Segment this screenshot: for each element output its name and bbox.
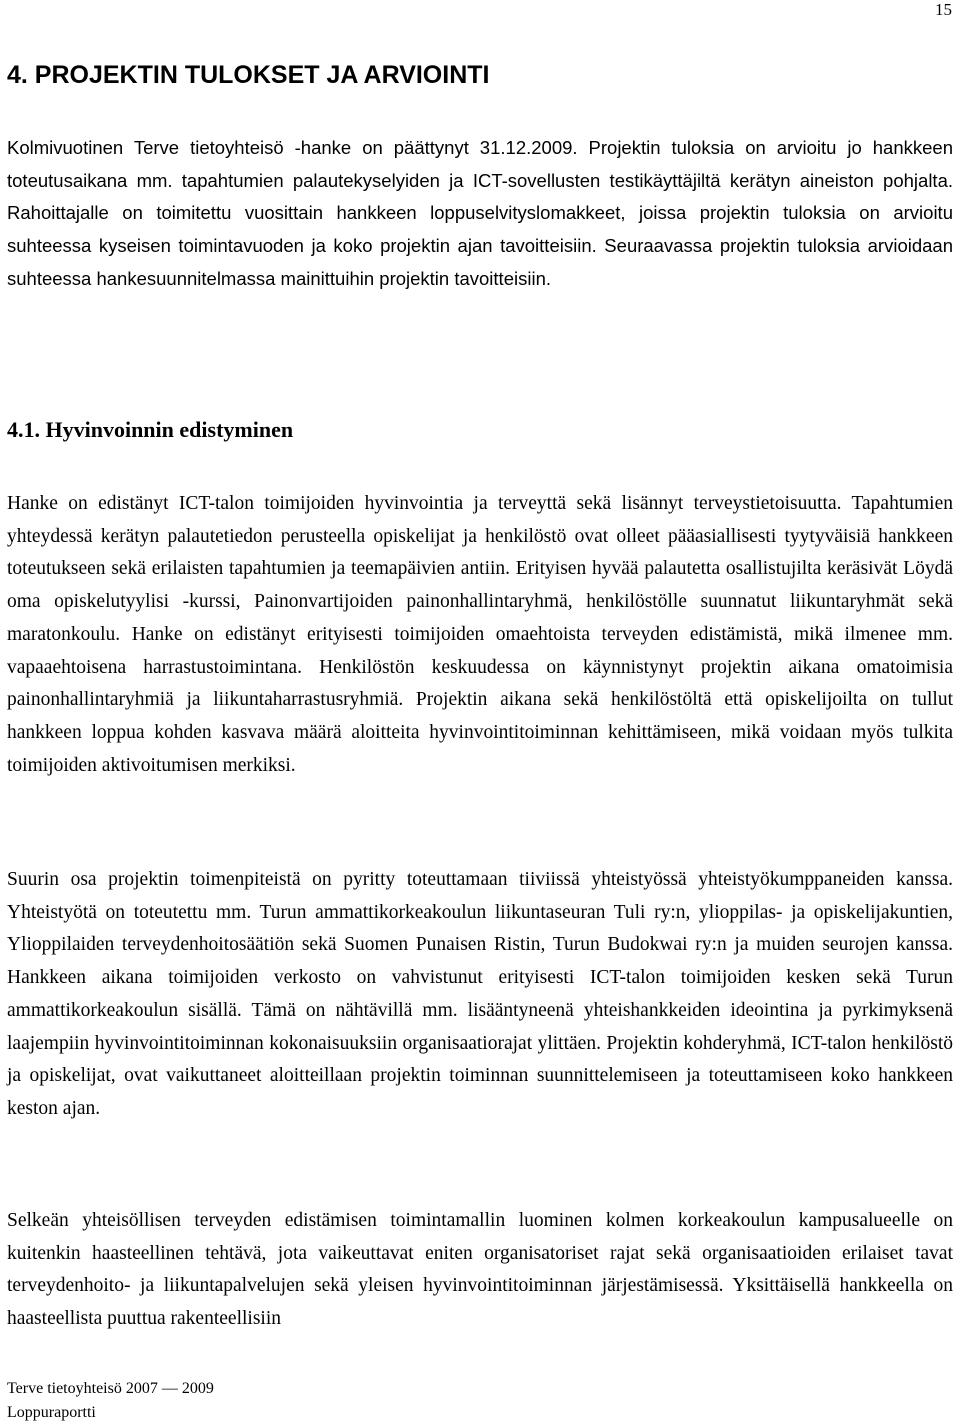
footer-project: Terve tietoyhteisö 2007 — 2009 bbox=[7, 1380, 214, 1397]
chapter-intro-paragraph: Kolmivuotinen Terve tietoyhteisö -hanke on päättynyt 31.12.2009. Projektin tuloksia on arvioitu jo hankkeen toteutusaikana mm. tapahtumien palautekyselyiden ja ICT-sovellusten testikäyttäjiltä kerätyn aineiston pohjalta. Rahoittajalle on toimitettu vuosittain hankkeen loppuselvityslomakkeet, joissa projektin tuloksia on arvioitu suhteessa kyseisen toimintavuoden ja koko projektin ajan tavoitteisiin. Seuraavassa projektin tuloksia arvioidaan suhteessa hankesuunnitelmassa mainittuihin projektin tavoitteisiin. bbox=[7, 137, 953, 289]
section-paragraph-3: Selkeän yhteisöllisen terveyden edistämisen toimintamallin luominen kolmen korkeakoulun kampusalueelle on kuitenkin haasteellinen tehtävä, jota vaikeuttavat eniten organisatoriset rajat sekä organisaatioiden erilaiset tavat terveydenhoito- ja liikuntapalvelujen sekä yleisen hyvinvointitoiminnan järjestämisessä. Yksittäisellä hankkeella on haasteellista puuttua rakenteellisiin bbox=[7, 1210, 953, 1330]
page-number: 15 bbox=[935, 0, 952, 19]
footer-report: Loppuraportti bbox=[7, 1404, 96, 1421]
section-paragraph-2: Suurin osa projektin toimenpiteistä on pyritty toteuttamaan tiiviissä yhteistyössä yhteistyökumppaneiden kanssa. Yhteistyötä on toteutettu mm. Turun ammattikorkeakoulun liikuntaseuran Tuli ry:n, ylioppilas- ja opiskelijakuntien, Ylioppilaiden terveydenhoitosäätiön sekä Suomen Punaisen Ristin, Turun Budokwai ry:n ja muiden seurojen kanssa. Hankkeen aikana toimijoiden verkosto on vahvistunut erityisesti ICT-talon toimijoiden kesken sekä Turun ammattikorkeakoulun sisällä. Tämä on nähtävillä mm. lisääntyneenä yhteishankkeiden ideointina ja pyrkimyksenä laajempiin hyvinvointitoiminnan kokonaisuuksiin organisaatiorajat ylittäen. Projektin kohderyhmä, ICT-talon henkilöstö ja opiskelijat, ovat vaikuttaneet aloitteillaan projektin toiminnan suunnittelemiseen ja toteuttamiseen koko hankkeen keston ajan. bbox=[7, 869, 953, 1119]
section-paragraph-1: Hanke on edistänyt ICT-talon toimijoiden hyvinvointia ja terveyttä sekä lisännyt terveystietoisuutta. Tapahtumien yhteydessä kerätyn palautetiedon perusteella opiskelijat ja henkilöstö ovat olleet pääasiallisesti tyytyväisiä hankkeen toteutukseen sekä erilaisten tapahtumien ja teemapäivien antiin. Erityisen hyvää palautetta osallistujilta keräsivät Löydä oma opiskelutyylisi -kurssi, Painonvartijoiden painonhallintaryhmä, henkilöstölle suunnatut liikuntaryhmät sekä maratonkoulu. Hanke on edistänyt erityisesti toimijoiden omaehtoista terveyden edistämistä, mikä ilmenee mm. vapaaehtoisena harrastustoimintana. Henkilöstön keskuudessa on käynnistynyt projektin aikana omatoimisia painonhallintaryhmiä ja liikuntaharrastusryhmiä. Projektin aikana sekä henkilöstöltä että opiskelijoilta on tullut hankkeen loppua kohden kasvava määrä aloitteita hyvinvointitoiminnan kehittämiseen, mikä voidaan myös tulkita toimijoiden aktivoitumisen merkiksi. bbox=[7, 493, 953, 776]
chapter-heading: 4. PROJEKTIN TULOKSET JA ARVIOINTI bbox=[7, 61, 490, 89]
section-heading: 4.1. Hyvinvoinnin edistyminen bbox=[7, 417, 294, 442]
